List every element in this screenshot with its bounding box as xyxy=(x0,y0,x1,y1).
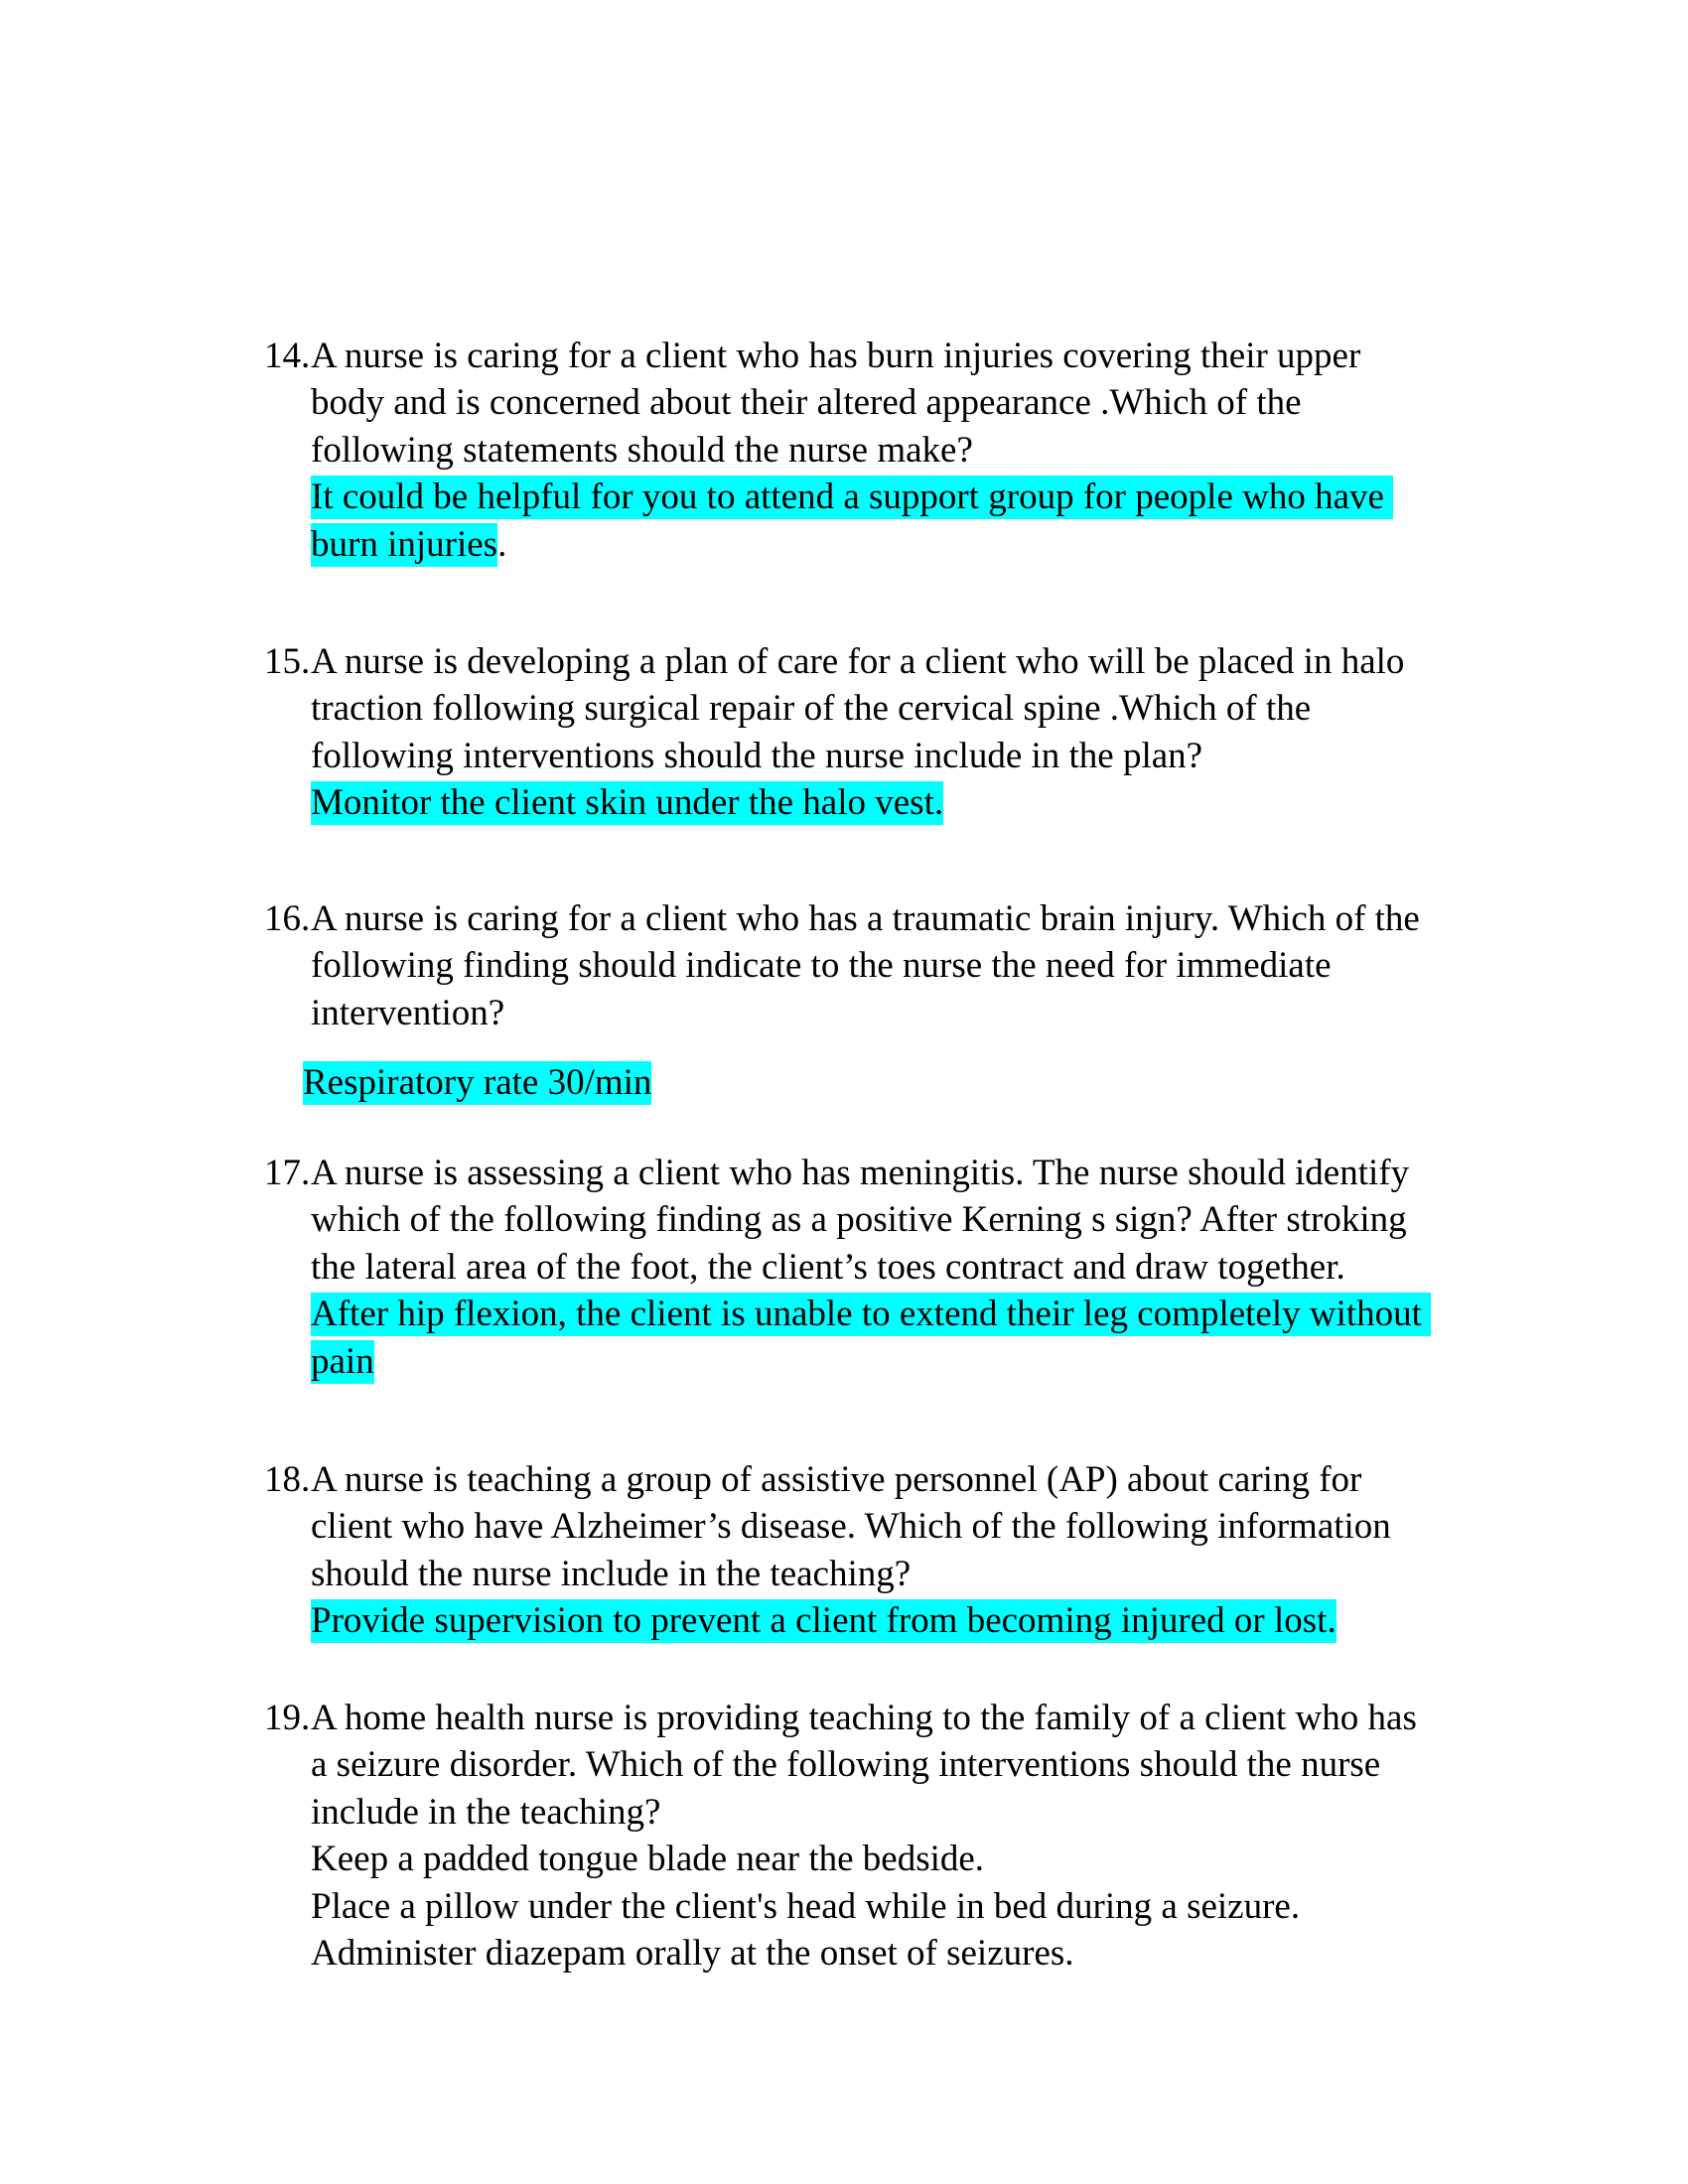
question-text-line: A nurse is teaching a group of assistive personnel (AP) about caring for xyxy=(311,1458,1362,1500)
question-text-line: A home health nurse is providing teaching to the family of a client who has xyxy=(311,1697,1417,1738)
question-text-line: intervention? xyxy=(311,992,505,1033)
question-text-line: following interventions should the nurse include in the plan? xyxy=(311,735,1203,776)
answer-line xyxy=(303,1061,651,1105)
question-number: 18. xyxy=(264,1458,311,1500)
question-text-line: traction following surgical repair of the cervical spine .Which of the xyxy=(311,688,1312,729)
answer-line xyxy=(311,1293,1431,1336)
highlighted-answer: Provide supervision to prevent a client from becoming injured or lost. xyxy=(311,1600,1336,1641)
question-text-line: body and is concerned about their altered appearance .Which of the xyxy=(311,382,1302,423)
question-text-line: following statements should the nurse make? xyxy=(311,429,973,471)
highlighted-answer: pain xyxy=(311,1340,374,1382)
highlighted-answer: burn injuries xyxy=(311,523,498,565)
question-number: 16. xyxy=(264,897,311,939)
answer-option: Keep a padded tongue blade near the bedside. xyxy=(311,1839,985,1879)
answer-option: Administer diazepam orally at the onset of seizures. xyxy=(311,1933,1074,1974)
question-text-line: following finding should indicate to the nurse the need for immediate xyxy=(311,945,1332,986)
highlighted-answer: It could be helpful for you to attend a support group for people who have xyxy=(311,477,1394,517)
question-number: 14. xyxy=(264,335,311,376)
question-text-line: include in the teaching? xyxy=(311,1791,661,1833)
question-number: 19. xyxy=(264,1697,311,1738)
question-text-line: a seizure disorder. Which of the following interventions should the nurse xyxy=(311,1744,1381,1785)
question-text-line: A nurse is developing a plan of care for a client who will be placed in halo xyxy=(311,640,1405,682)
answer-line xyxy=(311,781,943,825)
highlighted-answer: Monitor the client skin under the halo vest. xyxy=(311,782,944,823)
question-text-line: the lateral area of the foot, the client’s toes contract and draw together. xyxy=(311,1246,1345,1288)
question-text-line: A nurse is caring for a client who has burn injuries covering their upper xyxy=(311,335,1361,376)
question-text-line: A nurse is caring for a client who has a traumatic brain injury. Which of the xyxy=(311,897,1420,939)
question-number: 15. xyxy=(264,640,311,682)
answer-option: Place a pillow under the client's head while in bed during a seizure. xyxy=(311,1885,1301,1927)
answer-trailing-period: . xyxy=(497,523,507,565)
question-text-line: should the nurse include in the teaching? xyxy=(311,1553,912,1594)
question-text-line: client who have Alzheimer’s disease. Which of the following information xyxy=(311,1506,1391,1547)
answer-line xyxy=(311,476,1393,519)
question-text-line: A nurse is assessing a client who has meningitis. The nurse should identify xyxy=(311,1152,1410,1193)
question-text-line: which of the following finding as a positive Kerning s sign? After stroking xyxy=(311,1199,1407,1240)
answer-line xyxy=(311,1599,1336,1643)
answer-line xyxy=(311,523,506,567)
highlighted-answer: After hip flexion, the client is unable to extend their leg completely without xyxy=(311,1294,1432,1334)
answer-line xyxy=(311,1340,374,1384)
highlighted-answer: Respiratory rate 30/min xyxy=(303,1062,652,1103)
question-number: 17. xyxy=(264,1152,311,1193)
